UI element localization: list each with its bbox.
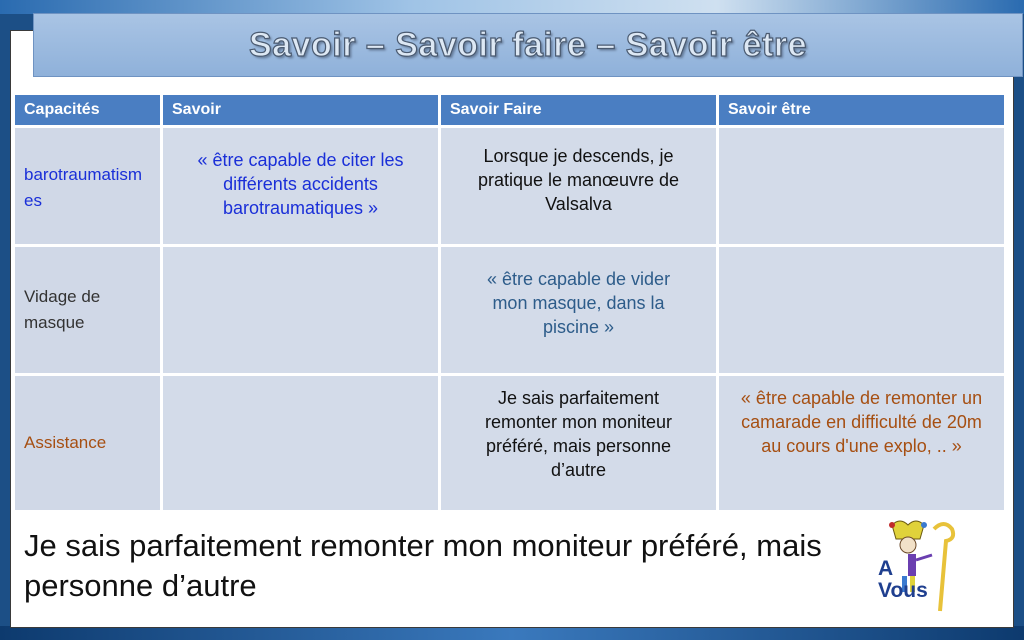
background-top-band — [0, 0, 1024, 14]
cell-capacite — [15, 128, 160, 244]
title-bar — [33, 13, 1023, 77]
badge-line-2: Vous — [878, 579, 928, 602]
table-row — [15, 247, 1004, 373]
table-row — [15, 376, 1004, 510]
header-capacites: Capacités — [15, 95, 160, 125]
header-savoir-etre: Savoir être — [719, 95, 1004, 125]
header-savoir: Savoir — [163, 95, 438, 125]
table-header-row — [15, 95, 1004, 125]
table-row — [15, 128, 1004, 244]
skills-table — [12, 92, 1007, 513]
cell-savoir-faire: Je sais parfaitement remonter mon moniteur préféré, mais personne d’autre — [441, 376, 716, 510]
cell-savoir-faire: Lorsque je descends, je pratique le manœuvre de Valsalva — [441, 128, 716, 244]
cell-capacite: Vidage de masque — [15, 247, 160, 373]
cell-savoir: « être capable de citer les différents accidents barotraumatiques » — [163, 128, 438, 244]
capacite-label: barotraumatismes — [24, 165, 143, 210]
badge-line-1: A — [878, 557, 894, 580]
cell-savoir-faire: « être capable de vider mon masque, dans la piscine » — [441, 247, 716, 373]
bottom-caption: Je sais parfaitement remonter mon moniteur préféré, mais personne d’autre — [24, 528, 822, 603]
cell-savoir — [163, 247, 438, 373]
cell-savoir-etre: « être capable de remonter un camarade en difficulté de 20m au cours d'une explo, .. » — [719, 376, 1004, 510]
a-vous-badge — [878, 558, 928, 602]
cell-savoir-etre — [719, 128, 1004, 244]
cell-savoir — [163, 376, 438, 510]
slide-title: Savoir – Savoir faire – Savoir être — [248, 26, 807, 64]
header-savoir-faire: Savoir Faire — [441, 95, 716, 125]
background-bottom-band — [0, 626, 1024, 640]
cell-capacite: Assistance — [15, 376, 160, 510]
cell-savoir-etre — [719, 247, 1004, 373]
